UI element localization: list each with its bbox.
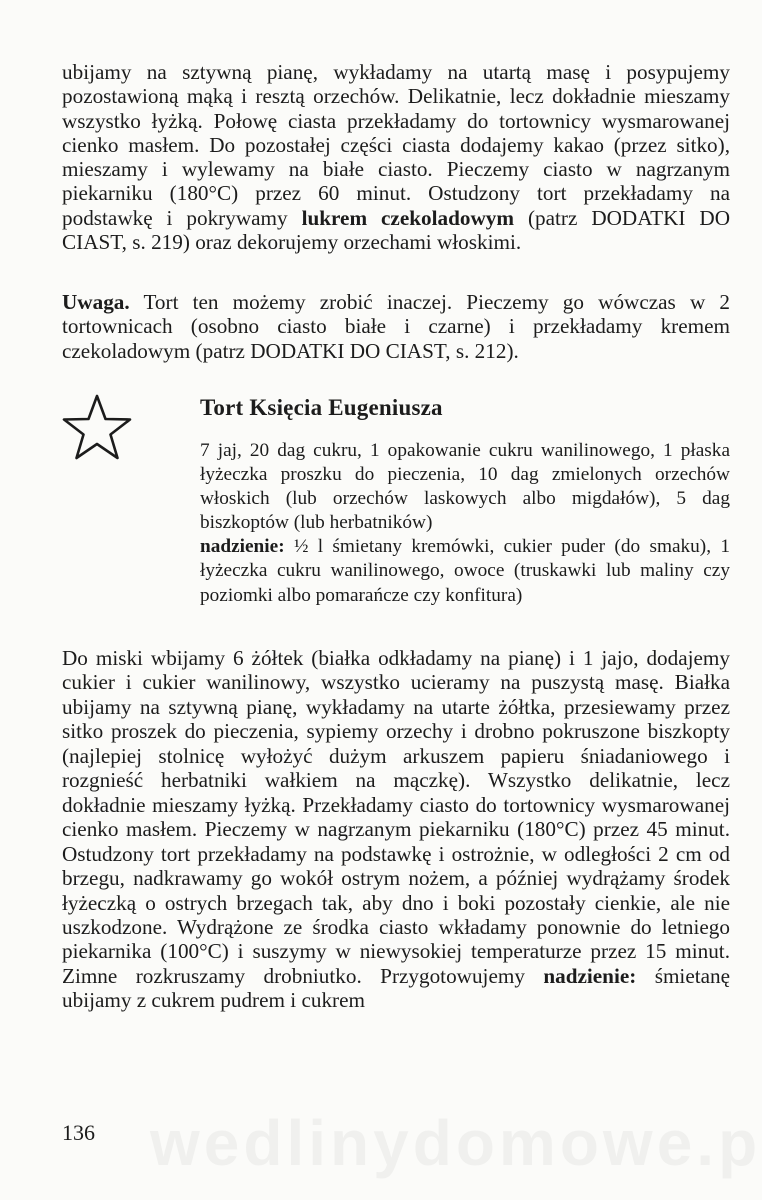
ingredients-block bbox=[200, 439, 730, 608]
intro-paragraph bbox=[62, 60, 730, 254]
method-paragraph bbox=[62, 646, 730, 1013]
intro-text-after: (patrz DODATKI DO CIAST, s. 219) oraz dekorujemy orzechami włoskimi. bbox=[62, 205, 731, 255]
page-number: 136 bbox=[62, 1120, 95, 1145]
note-text: Tort ten możemy zrobić inaczej. Pieczemy go wówczas w 2 tortownicach (osobno ciasto białe i czarne) i przekładamy kremem czekoladowym (patrz DODATKI DO CIAST, s. 212). bbox=[62, 290, 730, 363]
recipe-title: Tort Księcia Eugeniusza bbox=[200, 395, 443, 420]
star-icon bbox=[62, 394, 132, 460]
intro-bold-term: lukrem czekoladowym bbox=[301, 205, 515, 230]
ingredients-list: 7 jaj, 20 dag cukru, 1 opakowanie cukru wanilinowego, 1 płaska łyżeczka proszku do pieczenia, 10 dag zmielonych orzechów włoskich (lub orzechów laskowych albo migdałów), 5 dag biszkoptów (lub herbatników) bbox=[200, 440, 730, 534]
filling-ingredients bbox=[200, 535, 730, 607]
note-paragraph bbox=[62, 290, 730, 363]
method-text: Do miski wbijamy 6 żółtek (białka odkładamy na pianę) i 1 jajo, dodajemy cukier i cukier wanilinowy, wszystko ucieramy na puszystą masę. Białka ubijamy na sztywną pianę, wykładamy na utarte żółtka, przesiewamy przez sitko proszek do pieczenia, sypiemy orzechy i drobno pokruszone biszkopty (najlepiej stolnicę wyłożyć dużym arkuszem papieru śniadaniowego i rozgnieść herbatniki wałkiem na mączkę). Wszystko delikatnie, lecz dokładnie mieszamy łyżką. Przekładamy ciasto do tortownicy wysmarowanej cienko masłem. Pieczemy w nagrzanym piekarniku (180°C) przez 45 minut. Ostudzony tort przekładamy na podstawkę i ostrożnie, w odległości 2 cm od brzegu, nadkrawamy go wokół ostrym nożem, a później wydrążamy środek łyżeczką o ostrych brzegach tak, aby dno i boki pozostały cienkie, ale nie uszkodzone. Wydrążone ze środka ciasto wkładamy ponownie do letniego piekarnika (100°C) i suszymy w niewysokiej temperaturze przez 15 minut. Zimne rozkruszamy drobniutko. Przygotowujemy bbox=[62, 646, 730, 988]
method-bold-term: nadzienie: bbox=[543, 963, 637, 988]
intro-text: ubijamy na sztywną pianę, wykładamy na utartą masę i posypujemy pozostawioną mąką i resztą orzechów. Delikatnie, lecz dokładnie mieszamy wszystko łyżką. Połowę ciasta przekładamy do tortownicy wysmarowanej cienko masłem. Do pozostałej części ciasta dodajemy kakao (przez sitko), mieszamy i wylewamy na białe ciasto. Pieczemy ciasto w nagrzanym piekarniku (180°C) przez 60 minut. Ostudzony tort przekładamy na podstawkę i pokrywamy bbox=[62, 60, 730, 230]
method-text-after: śmietanę ubijamy z cukrem pudrem i cukrem bbox=[62, 963, 731, 1013]
note-label: Uwaga. bbox=[62, 290, 130, 314]
watermark bbox=[150, 1106, 762, 1180]
filling-text: ½ l śmietany kremówki, cukier puder (do smaku), 1 łyżeczka cukru wanilinowego, owoce (truskawki lub maliny czy poziomki albo pomarańcze czy konfitura) bbox=[200, 536, 730, 606]
filling-label: nadzienie: bbox=[200, 536, 285, 558]
